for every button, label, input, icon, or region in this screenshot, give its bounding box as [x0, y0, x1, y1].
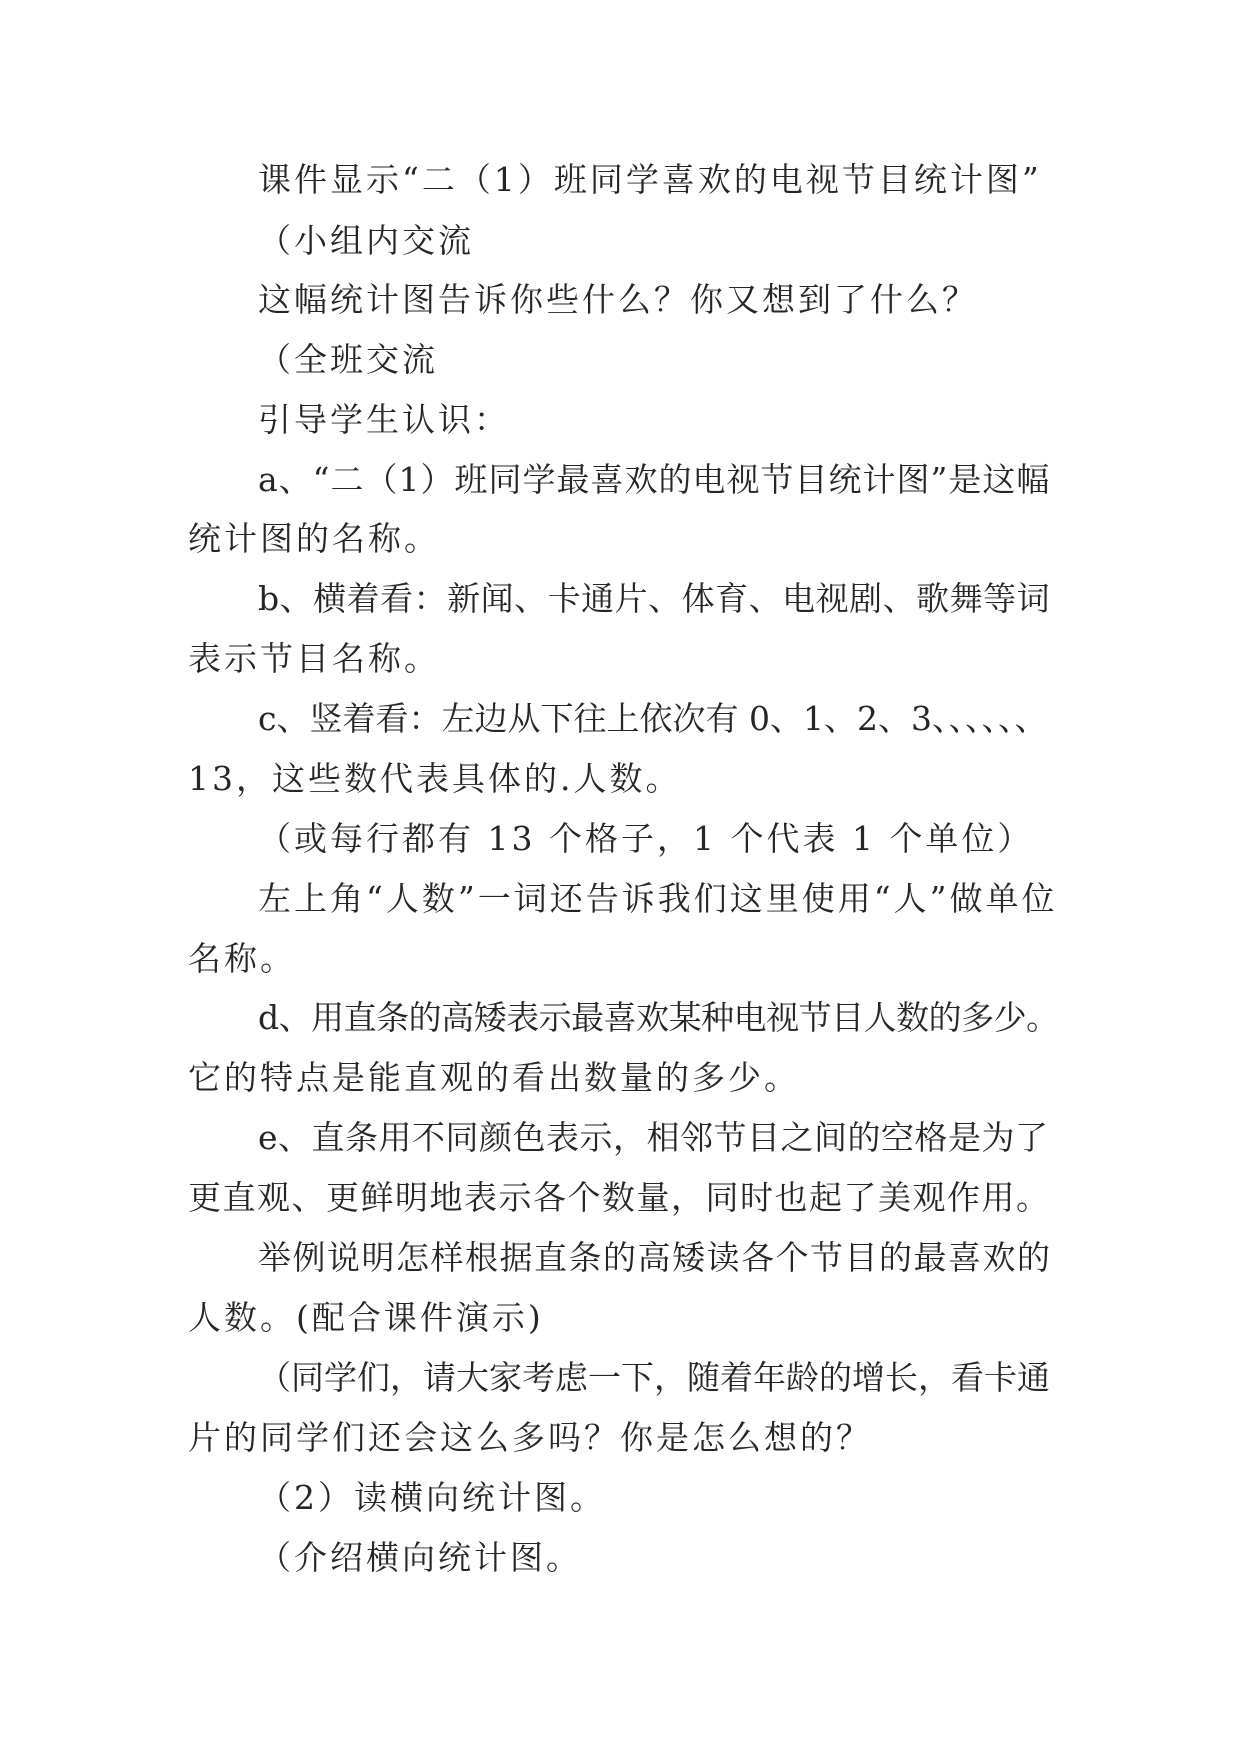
text-line: （小组内交流: [258, 221, 474, 260]
text-line: e、直条用不同颜色表示，相邻节目之间的空格是为了: [258, 1118, 1049, 1157]
text-line: （或每行都有 13 个格子，1 个代表 1 个单位）: [258, 819, 1034, 858]
text-line: c、竖着看：左边从下往上依次有 0、1、2、3、、、、、、: [258, 699, 1048, 738]
text-line: 人数。(配合课件演示): [188, 1298, 544, 1337]
text-line: 片的同学们还会这么多吗？你是怎么想的？: [188, 1418, 872, 1457]
text-line: （介绍横向统计图。: [258, 1538, 582, 1577]
text-line: 统计图的名称。: [188, 519, 440, 558]
text-line: 这幅统计图告诉你些什么？你又想到了什么？: [258, 280, 978, 319]
text-line: 引导学生认识：: [258, 400, 510, 439]
text-line: b、横着看：新闻、卡通片、体育、电视剧、歌舞等词: [258, 579, 1051, 618]
text-line: 名称。: [188, 939, 296, 978]
text-line: d、用直条的高矮表示最喜欢某种电视节目人数的多少。: [258, 998, 1059, 1037]
text-line: 它的特点是能直观的看出数量的多少。: [188, 1058, 800, 1097]
text-line: 表示节目名称。: [188, 639, 440, 678]
text-line: 左上角“人数”一词还告诉我们这里使用“人”做单位: [258, 879, 1058, 918]
text-line: 更直观、更鲜明地表示各个数量，同时也起了美观作用。: [188, 1178, 1051, 1217]
text-line: 13，这些数代表具体的.人数。: [188, 759, 682, 798]
text-line: （2）读横向统计图。: [258, 1478, 606, 1517]
text-line: （同学们，请大家考虑一下，随着年龄的增长，看卡通: [258, 1358, 1050, 1397]
text-line: （全班交流: [258, 340, 438, 379]
text-line: a、“二（1）班同学最喜欢的电视节目统计图”是这幅: [258, 460, 1051, 499]
text-line: 举例说明怎样根据直条的高矮读各个节目的最喜欢的: [258, 1238, 1052, 1277]
text-line: 课件显示“二（1）班同学喜欢的电视节目统计图”: [258, 160, 1042, 199]
